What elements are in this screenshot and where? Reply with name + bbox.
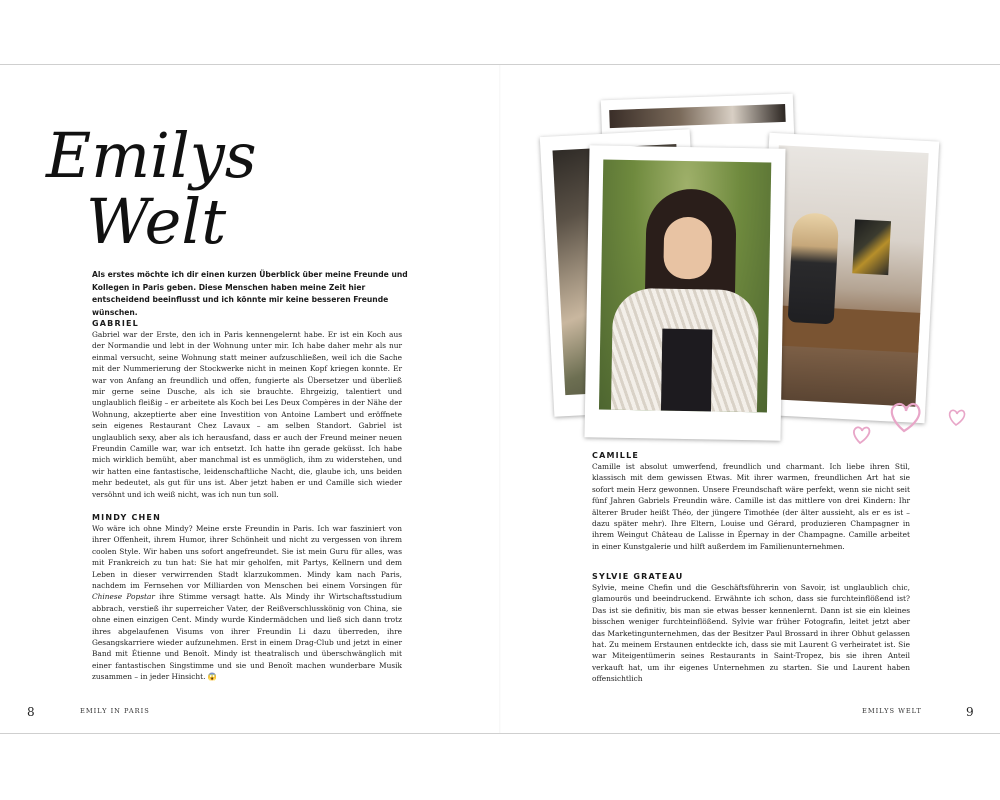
- section-heading: SYLVIE GRATEAU: [592, 572, 684, 581]
- polaroid-photo-main: [584, 145, 785, 440]
- section-heading: MINDY CHEN: [92, 513, 161, 522]
- section-heading: CAMILLE: [592, 451, 640, 460]
- title-line-2: Welt: [86, 185, 227, 255]
- body-text-part: Wo wäre ich ohne Mindy? Meine erste Freundin in Paris. Ich war fasziniert von ihrer Offenheit, ihrem Humor, ihrer Schönheit und nicht zu vergessen von ihrem coolen Style. Wir haben uns sofort angefreundet. Sie ist mein Guru für alles, was mit Frankreich zu tun hat: Sie hat mir geholfen, mit Partys, Kellnern und dem Leben in dieser verwirrenden Stadt klarzukommen. Mindy kam nach Paris, nachdem im Fernsehen vor Milliarden von Menschen bei einem Vorsingen für: [92, 524, 402, 591]
- page-number: 8: [27, 705, 35, 719]
- intro-paragraph: Als erstes möchte ich dir einen kurzen Überblick über meine Freunde und Kollegen in Paris geben. Diese Menschen haben meine Zeit hier entscheidend beeinflusst und ich könnte mir keine besseren Freunde wünschen.: [92, 270, 408, 317]
- painting: [852, 219, 891, 275]
- photo-image: [766, 145, 929, 407]
- photo-image: [609, 104, 786, 128]
- show-title-italic: Chinese Popstar: [92, 592, 155, 602]
- left-page: [0, 65, 500, 733]
- body-text-part: ihre Stimme versagt hatte. Als Mindy ihr Wirtschaftsstudium abbrach, verstieß ihr superreicher Vater, der Reißverschlusskönig von China, sie ohne einen einzigen Cent. Mindy wurde Kindermädchen und ließ sich dann trotz ihres abgelaufenen Visums von ihrer Freundin Li dazu überreden, ihre Gesangskarriere wieder aufzunehmen. Erst in einem Drag-Club und jetzt in einer Band mit Étienne und Benoît. Mindy ist theatralisch und überschwänglich mit einer fantastischen Singstimme und sie und Benoît machen wunderbare Musik zusammen – in jeder Hinsicht. 😱: [92, 592, 402, 682]
- section-body: Gabriel war der Erste, den ich in Paris kennengelernt habe. Er ist ein Koch aus der Normandie und lebt in der Wohnung unter mir. Ich habe daher mehr als nur einmal versucht, seine Wohnung statt meiner aufzuschließen, weil ich die Sache mit der Nummerierung der Stockwerke nicht in meinen Kopf kriegen konnte. Er war von Anfang an freundlich und offen, fungierte als Übersetzer und überließ mir gerne seine Dusche, als ich sie brauchte. Ehrgeizig, talentiert und unglaublich fleißig – er arbeitete als Koch bei Les Deux Compères in der Nähe der Wohnung, akzeptierte aber eine Investition von Antoine Lambert und eröffnete sein eigenes Restaurant Chez Lavaux – am selben Standort. Gabriel ist unglaublich sexy, aber als ich herausfand, dass er auch der Freund meiner neuen Freundin Camille war, war ich entsetzt. Ich hatte ihn gerade geküsst. Ich habe mich wirklich bemüht, aber manchmal ist es unmöglich, ihm zu widerstehen, und wir hatten eine fantastische, leidenschaftliche Nacht, die, glaube ich, uns beiden mehr bedeutet, als gut für uns ist. Aber jetzt haben er und Camille sich wieder versöhnt und ich weiß nicht, was ich nun tun soll.: [92, 330, 402, 499]
- doodle-hearts: [852, 387, 972, 457]
- heart-icon: [854, 427, 870, 443]
- section-gabriel: [92, 319, 402, 500]
- section-mindy: [92, 513, 402, 683]
- section-body: Sylvie, meine Chefin und die Geschäftsführerin von Savoir, ist unglaublich chic, glamourös und beeindruckend. Erwähnte ich schon, dass sie furchteinflößend ist? Das ist sie definitiv, bis man sie etwas besser kennenlernt. Dann ist sie ein kleines bisschen weniger furchteinflößend. Sylvie war früher Fotografin, leitet jetzt aber das Marketingunternehmen, das der Besitzer Paul Brossard in ihrer Obhut gelassen hat. Zu meinem Erstaunen entdeckte ich, dass sie mit Laurent G verheiratet ist. Sie war Miteigentümerin seines Restaurants in Saint-Tropez, bis sie ihren Anteil verkauft hat, um ihr eigenes Unternehmen zu starten. Sie und Laurent haben offensichtlich: [592, 583, 910, 684]
- heart-icon: [950, 410, 965, 425]
- top: [661, 329, 712, 412]
- script-title: [44, 115, 284, 255]
- section-heading: GABRIEL: [92, 319, 139, 328]
- person-figure: [788, 212, 840, 324]
- page-number: 9: [966, 705, 974, 719]
- section-body: Camille ist absolut umwerfend, freundlich und charmant. Ich liebe ihren Stil, klassisch mit dem gewissen Etwas. Mit ihrer warmen, freundlichen Art hat sie sofort mein Herz gewonnen. Unsere Freundschaft wäre perfekt, wenn sie nicht seit fünf Jahren Gabriels Freundin wäre. Camille ist das mittlere von drei Kindern: Ihr älterer Bruder heißt Théo, der jüngere Timothée (der älter aussieht, als er es ist – dazu später mehr). Ihre Eltern, Louise und Gérard, produzieren Champagner in ihrem Weingut Château de Lalisse in Épernay in der Champagne. Camille arbeitet in einer Kunstgalerie und hilft außerdem im Familienunternehmen.: [592, 462, 910, 551]
- photo-portrait: [599, 160, 771, 413]
- section-sylvie: [592, 572, 910, 685]
- book-spread: [0, 64, 1000, 734]
- running-title: EMILY IN PARIS: [80, 707, 150, 715]
- running-title: EMILYS WELT: [862, 707, 922, 715]
- heart-icon: [892, 404, 920, 431]
- face: [663, 217, 712, 280]
- section-camille: [592, 451, 910, 552]
- section-body: [92, 523, 402, 683]
- title-line-1: Emilys: [46, 119, 257, 192]
